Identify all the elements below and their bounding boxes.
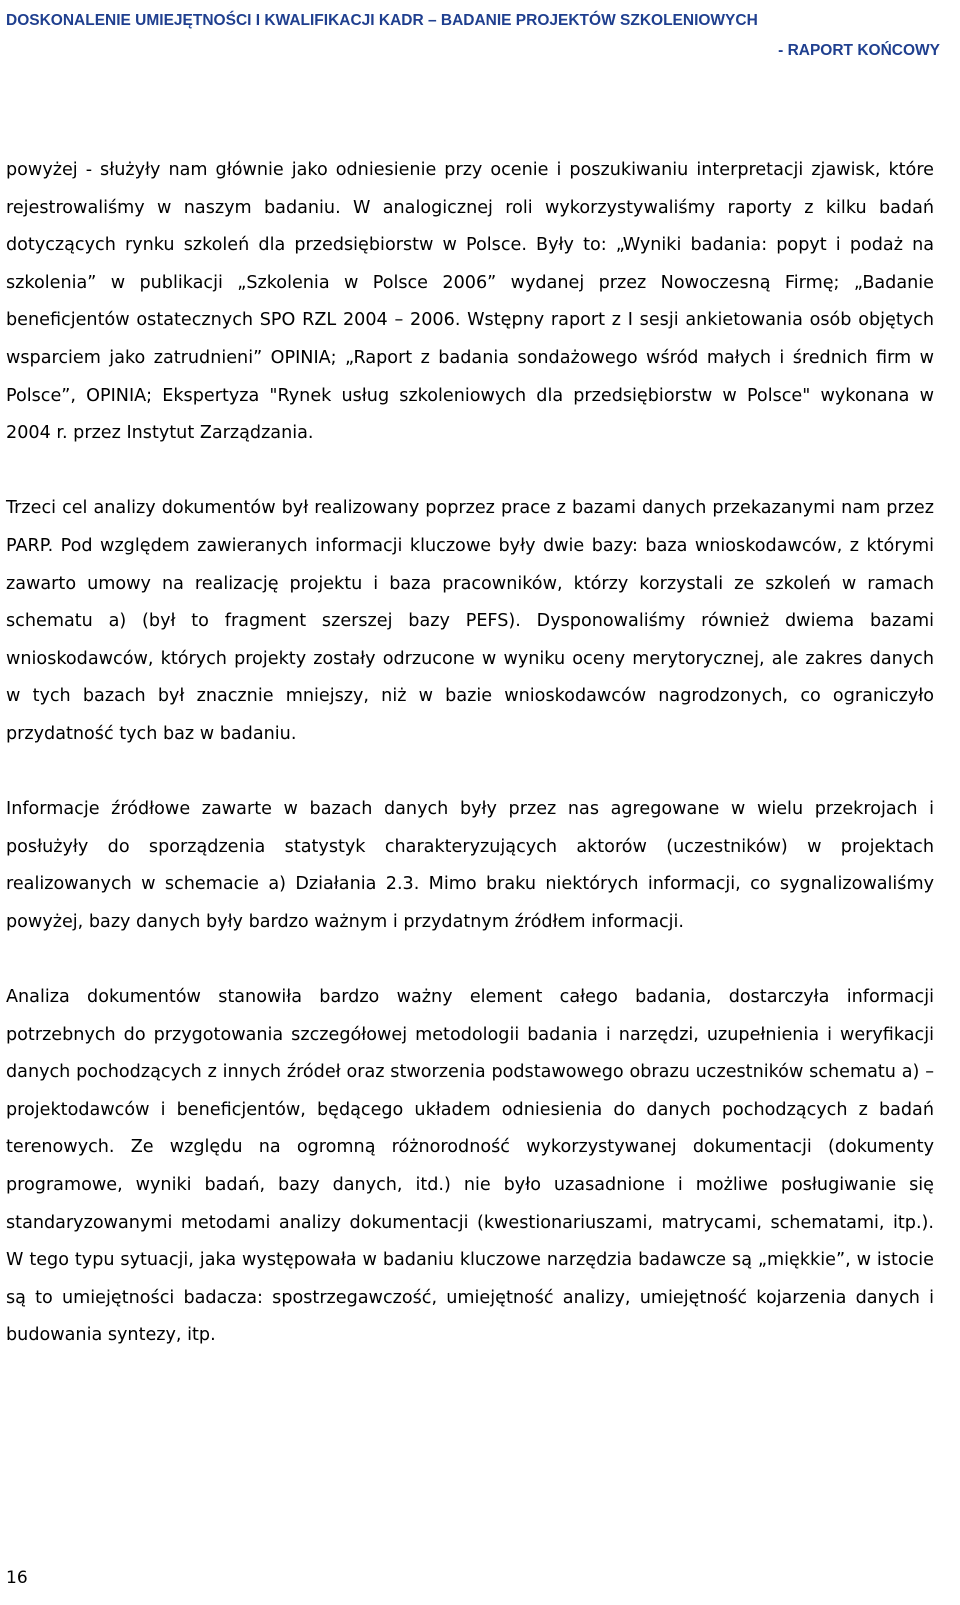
paragraph-3: Informacje źródłowe zawarte w bazach danych były przez nas agregowane w wielu przekrojach i posłużyły do sporządzenia statystyk charakteryzujących aktorów (uczestników) w projektach realizowanych w schemacie a) Działania 2.3. Mimo braku niektórych informacji, co sygnalizowaliśmy powyżej, bazy danych były bardzo ważnym i przydatnym źródłem informacji.: [6, 799, 934, 932]
header-subtitle: - RAPORT KOŃCOWY: [778, 42, 940, 59]
page-number: 16: [6, 1568, 28, 1588]
body-text: [6, 152, 934, 1393]
paragraph-2: Trzeci cel analizy dokumentów był realizowany poprzez prace z bazami danych przekazanymi nam przez PARP. Pod względem zawieranych informacji kluczowe były dwie bazy: baza wnioskodawców, z którymi zawarto umowy na realizację projektu i baza pracowników, którzy korzystali ze szkoleń w ramach schematu a) (był to fragment szerszej bazy PEFS). Dysponowaliśmy również dwiema bazami wnioskodawców, których projekty zostały odrzucone w wyniku oceny merytorycznej, ale zakres danych w tych bazach był znacznie mniejszy, niż w bazie wnioskodawców nagrodzonych, co ograniczyło przydatność tych baz w badaniu.: [6, 498, 934, 744]
header-title: DOSKONALENIE UMIEJĘTNOŚCI I KWALIFIKACJI KADR – BADANIE PROJEKTÓW SZKOLENIOWYCH: [6, 12, 758, 29]
paragraph-4: Analiza dokumentów stanowiła bardzo ważny element całego badania, dostarczyła informacji potrzebnych do przygotowania szczegółowej metodologii badania i narzędzi, uzupełnienia i weryfikacji danych pochodzących z innych źródeł oraz stworzenia podstawowego obrazu uczestników schematu a) – projektodawców i beneficjentów, będącego układem odniesienia do danych pochodzących z badań terenowych. Ze względu na ogromną różnorodność wykorzystywanej dokumentacji (dokumenty programowe, wyniki badań, bazy danych, itd.) nie było uzasadnione i możliwe posługiwanie się standaryzowanymi metodami analizy dokumentacji (kwestionariuszami, matrycami, schematami, itp.). W tego typu sytuacji, jaka występowała w badaniu kluczowe narzędzia badawcze są „miękkie”, w istocie są to umiejętności badacza: spostrzegawczość, umiejętność analizy, umiejętność kojarzenia danych i budowania syntezy, itp.: [6, 987, 934, 1346]
running-header: [6, 6, 940, 66]
paragraph-1: powyżej - służyły nam głównie jako odniesienie przy ocenie i poszukiwaniu interpretacji zjawisk, które rejestrowaliśmy w naszym badaniu. W analogicznej roli wykorzystywaliśmy raporty z kilku badań dotyczących rynku szkoleń dla przedsiębiorstw w Polsce. Były to: „Wyniki badania: popyt i podaż na szkolenia” w publikacji „Szkolenia w Polsce 2006” wydanej przez Nowoczesną Firmę; „Badanie beneficjentów ostatecznych SPO RZL 2004 – 2006. Wstępny raport z I sesji ankietowania osób objętych wsparciem jako zatrudnieni” OPINIA; „Raport z badania sondażowego wśród małych i średnich firm w Polsce”, OPINIA; Ekspertyza "Rynek usług szkoleniowych dla przedsiębiorstw w Polsce" wykonana w 2004 r. przez Instytut Zarządzania.: [6, 160, 934, 444]
